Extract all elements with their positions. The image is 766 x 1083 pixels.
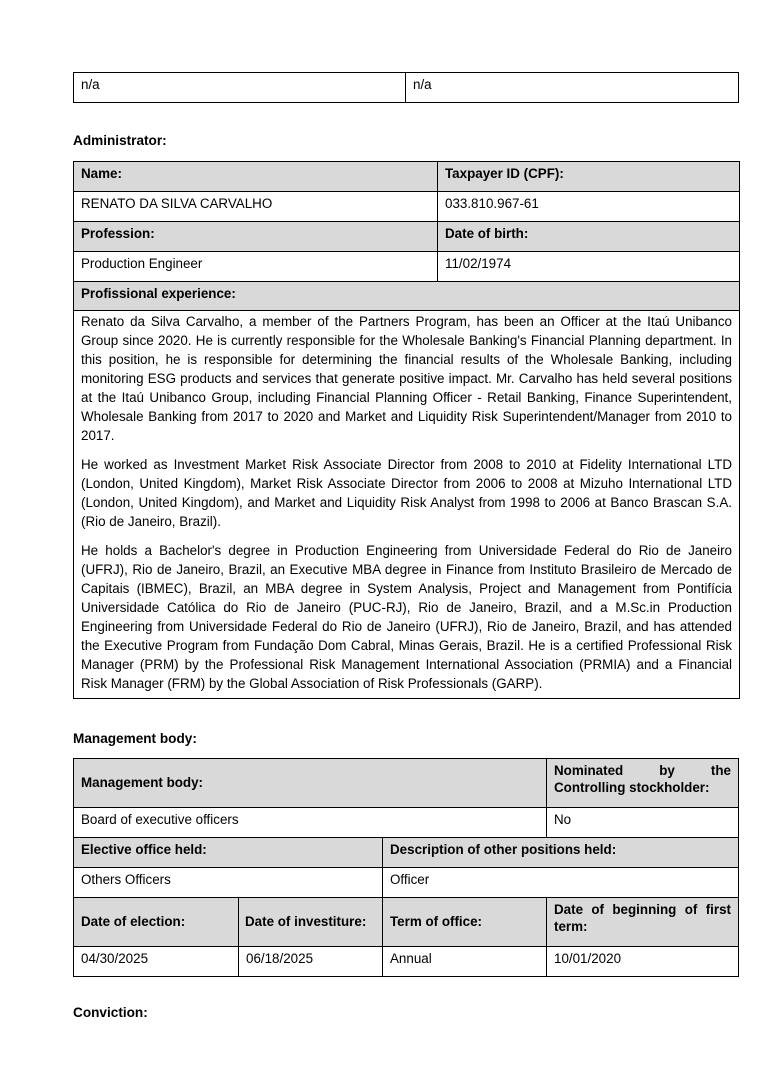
experience-label: Profissional experience: [74, 282, 740, 311]
nominated-value: No [547, 808, 739, 838]
experience-paragraph: Renato da Silva Carvalho, a member of the Partners Program, has been an Officer at the Itaú Unibanco Group since 2020. He is currently responsible for the Wholesale Banking's Financial Planning department. In this position, he is responsible for determining the financial results of the Wholesale Banking, including monitoring ESG products and services that generate positive impact. Mr. Carvalho has held several positions at the Itaú Unibanco Group, including Financial Planning Officer - Retail Banking, Finance Superintendent, Wholesale Banking from 2017 to 2020 and Market and Liquidity Risk Superintendent/Manager from 2010 to 2017. [81, 314, 732, 443]
cpf-value: 033.810.967-61 [438, 192, 740, 222]
experience-text [74, 311, 740, 699]
nominated-word: Nominated [554, 763, 624, 778]
management-body-label: Management body: [74, 759, 547, 808]
election-date-label: Date of election: [74, 898, 239, 947]
elective-office-value: Others Officers [74, 868, 383, 898]
term-of-office-value: Annual [383, 947, 547, 977]
management-title: Management body: [73, 731, 197, 746]
first-term-date-value: 10/01/2020 [547, 947, 739, 977]
management-table [73, 758, 739, 977]
dob-label: Date of birth: [438, 222, 740, 252]
top-na-cell-2: n/a [406, 73, 739, 103]
investiture-date-label: Date of investiture: [239, 898, 383, 947]
profession-label: Profession: [74, 222, 438, 252]
conviction-title: Conviction: [73, 1005, 148, 1020]
top-na-table [73, 72, 739, 103]
administrator-table [73, 161, 740, 699]
management-body-value: Board of executive officers [74, 808, 547, 838]
election-date-value: 04/30/2025 [74, 947, 239, 977]
experience-paragraph: He holds a Bachelor's degree in Production Engineering from Universidade Federal do Rio de Janeiro (UFRJ), Rio de Janeiro, Brazil, an Executive MBA degree in Finance from Instituto Brasileiro de Mercado de Capitais (IBMEC), Brazil, an MBA degree in System Analysis, Project and Management from Pontifícia Universidade Católica do Rio de Janeiro (PUC-RJ), Rio de Janeiro, Brazil, and a M.Sc.in Production Engineering from Universidade Federal do Rio de Janeiro (UFRJ), Rio de Janeiro, Brazil, and has attended the Executive Program from Fundação Dom Cabral, Minas Gerais, Brazil. He is a certified Professional Risk Manager (PRM) by the Professional Risk Management International Association (PRMIA) and a Financial Risk Manager (FRM) by the Global Association of Risk Professionals (GARP). [81, 543, 732, 691]
nominated-label [547, 759, 739, 808]
dob-value: 11/02/1974 [438, 252, 740, 282]
cpf-label: Taxpayer ID (CPF): [438, 162, 740, 192]
nominated-word: the [710, 763, 731, 778]
profession-value: Production Engineer [74, 252, 438, 282]
nominated-word: by [659, 763, 675, 778]
name-label: Name: [74, 162, 438, 192]
investiture-date-value: 06/18/2025 [239, 947, 383, 977]
administrator-title: Administrator: [73, 133, 167, 148]
name-value: RENATO DA SILVA CARVALHO [74, 192, 438, 222]
experience-paragraph: He worked as Investment Market Risk Associate Director from 2008 to 2010 at Fidelity International LTD (London, United Kingdom), Market Risk Associate Director from 2006 to 2008 at Mizuho International LTD (London, United Kingdom), and Market and Liquidity Risk Analyst from 1998 to 2006 at Banco Brascan S.A. (Rio de Janeiro, Brazil). [81, 457, 732, 529]
nominated-label-line-1 [554, 762, 731, 779]
other-positions-value: Officer [383, 868, 739, 898]
nominated-label-line-2: Controlling stockholder: [554, 780, 710, 795]
term-of-office-label: Term of office: [383, 898, 547, 947]
top-na-cell-1: n/a [74, 73, 406, 103]
other-positions-label: Description of other positions held: [383, 838, 739, 868]
elective-office-label: Elective office held: [74, 838, 383, 868]
first-term-date-label: Date of beginning of first term: [547, 898, 739, 947]
